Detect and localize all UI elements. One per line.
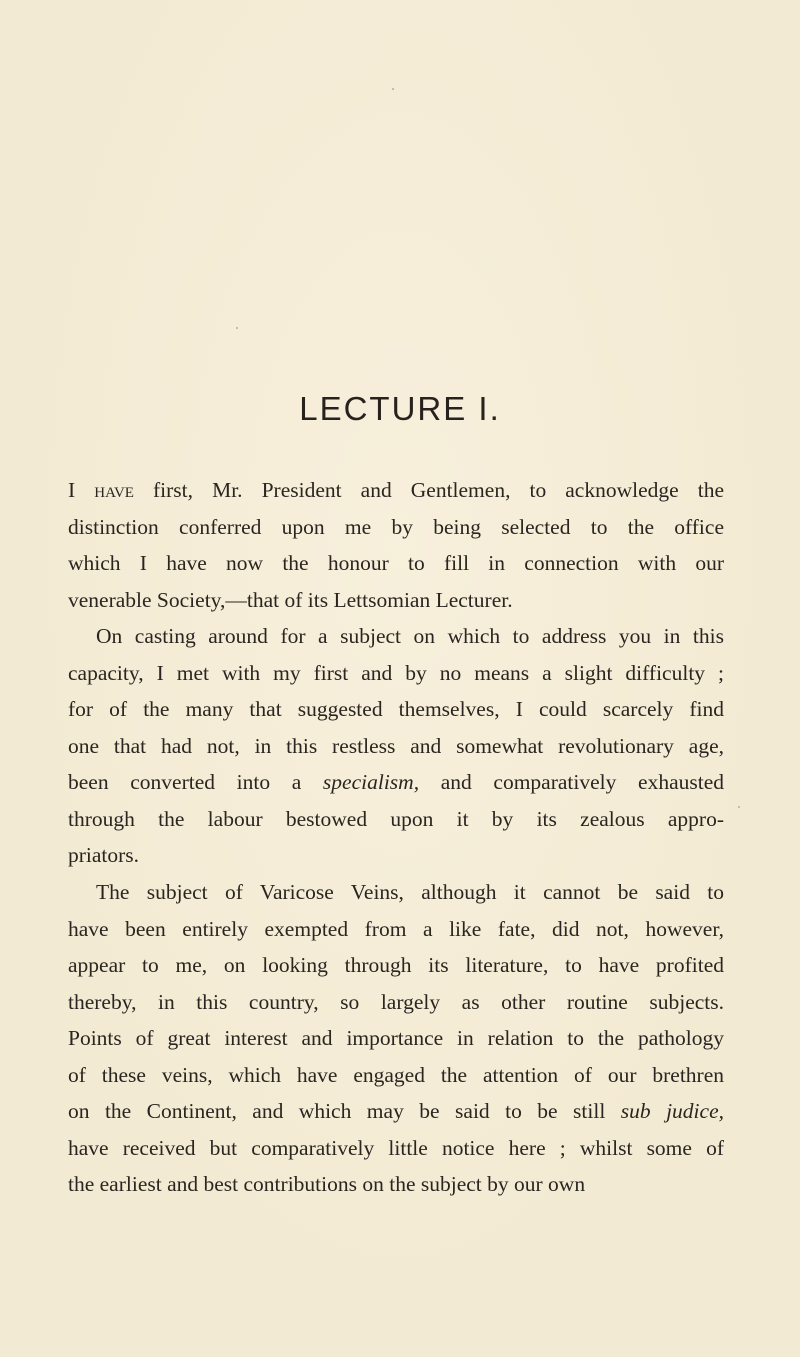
- paper-speck: [236, 327, 238, 329]
- paragraph-1: [68, 472, 724, 618]
- text-line: have received but comparatively little notice here ; whilst some of: [68, 1135, 724, 1160]
- paper-speck: [738, 806, 740, 808]
- text-line: priators.: [68, 843, 140, 867]
- text-line: for of the many that suggested themselves, I could scarcely find: [68, 697, 724, 721]
- text-line: on the Continent, and which may be said to be still sub judice,: [68, 1099, 724, 1123]
- text-line: have been entirely exempted from a like fate, did not, however,: [68, 916, 724, 941]
- text-line: capacity, I met with my first and by no means a slight difficulty ;: [68, 660, 724, 685]
- text-line: venerable Society,—that of its Lettsomian Lecturer.: [68, 587, 513, 612]
- text-line: Points of great interest and importance in relation to the pathology: [68, 1026, 724, 1050]
- text-line: distinction conferred upon me by being selected to the office: [68, 514, 724, 539]
- italic-term: sub judice,: [620, 1099, 724, 1123]
- text-line: of these veins, which have engaged the attention of our brethren: [68, 1062, 724, 1087]
- text-line: thereby, in this country, so largely as other routine subjects.: [68, 989, 724, 1014]
- text-line: been converted into a specialism, and comparatively exhausted: [68, 770, 724, 794]
- text-line: appear to me, on looking through its literature, to have profited: [68, 953, 724, 977]
- paragraph-3: [68, 874, 724, 1203]
- paper-speck: [392, 88, 394, 90]
- text-line: which I have now the honour to fill in connection with our: [68, 551, 724, 575]
- paragraph-2: [68, 618, 724, 874]
- text-line: The subject of Varicose Veins, although it cannot be said to: [96, 880, 724, 904]
- text-line: through the labour bestowed upon it by its zealous appro-: [68, 806, 724, 831]
- text-line: I have first, Mr. President and Gentlemen, to acknowledge the: [68, 478, 725, 502]
- italic-term: specialism,: [322, 770, 420, 794]
- text-line: the earliest and best contributions on the subject by our own: [68, 1172, 586, 1196]
- text-line: On casting around for a subject on which to address you in this: [96, 624, 724, 648]
- text-line: one that had not, in this restless and somewhat revolutionary age,: [68, 733, 724, 758]
- lecture-heading: LECTURE I.: [299, 390, 501, 427]
